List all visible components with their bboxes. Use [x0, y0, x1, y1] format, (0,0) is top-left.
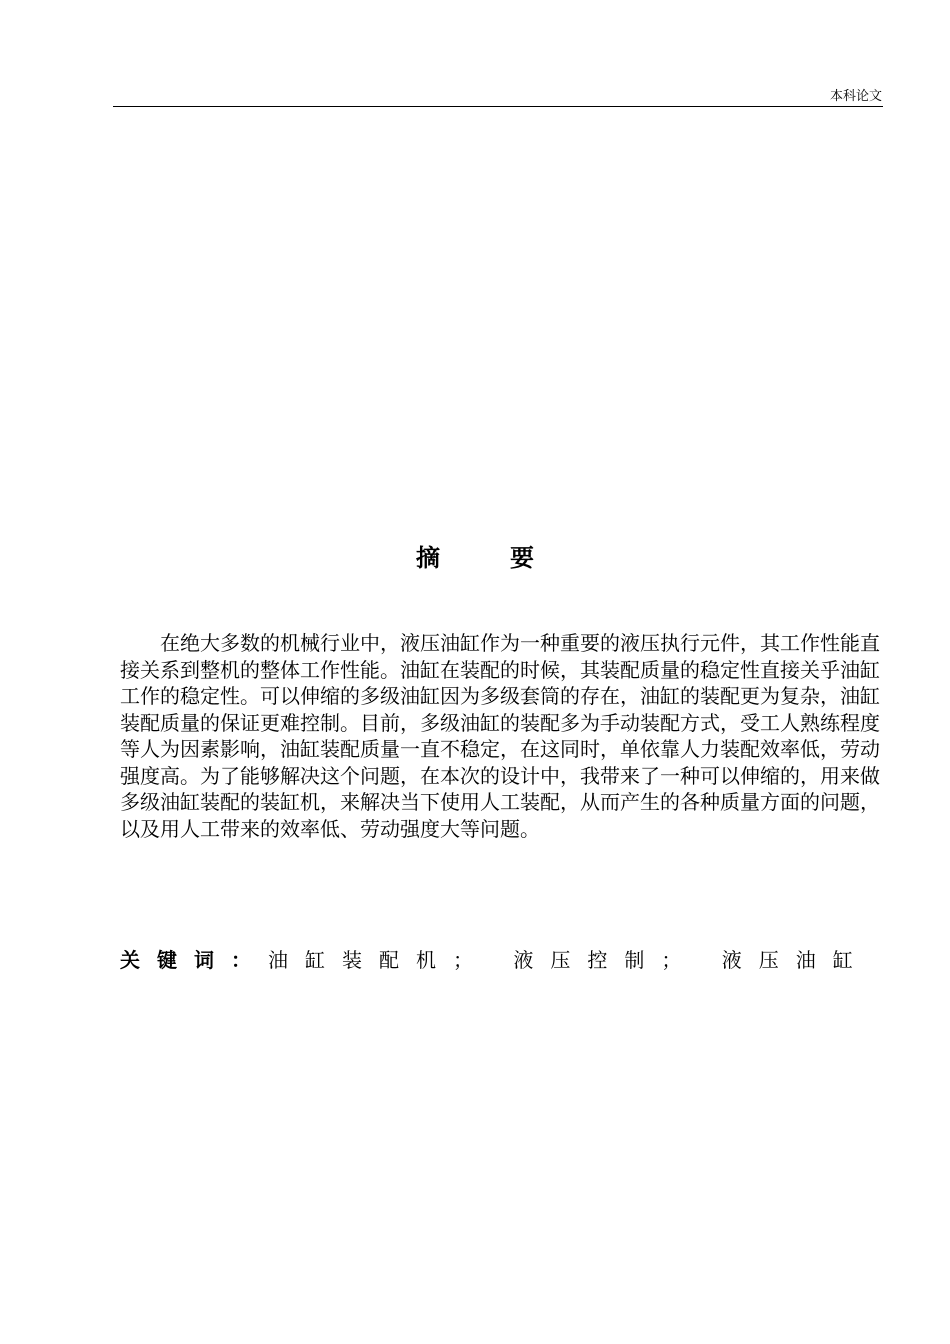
header-divider: [113, 106, 883, 107]
keywords-line: [120, 946, 880, 974]
keywords-list: 油缸装配机； 液压控制； 液压油缸: [268, 948, 870, 972]
abstract-body: 在绝大多数的机械行业中，液压油缸作为一种重要的液压执行元件，其工作性能直接关系到整机的整体工作性能。油缸在装配的时候，其装配质量的稳定性直接关乎油缸工作的稳定性。可以伸缩的多级油缸因为多级套筒的存在，油缸的装配更为复杂，油缸装配质量的保证更难控制。目前，多级油缸的装配多为手动装配方式，受工人熟练程度等人为因素影响，油缸装配质量一直不稳定，在这同时，单依靠人力装配效率低，劳动强度高。为了能够解决这个问题，在本次的设计中，我带来了一种可以伸缩的，用来做多级油缸装配的装缸机，来解决当下使用人工装配，从而产生的各种质量方面的问题，以及用人工带来的效率低、劳动强度大等问题。: [120, 631, 880, 841]
abstract-title-part1: 摘: [416, 544, 440, 572]
running-header: 本科论文: [829, 89, 882, 104]
keywords-label: 关键词：: [120, 948, 268, 972]
abstract-title-part2: 要: [510, 544, 534, 572]
abstract-title: [0, 542, 950, 574]
